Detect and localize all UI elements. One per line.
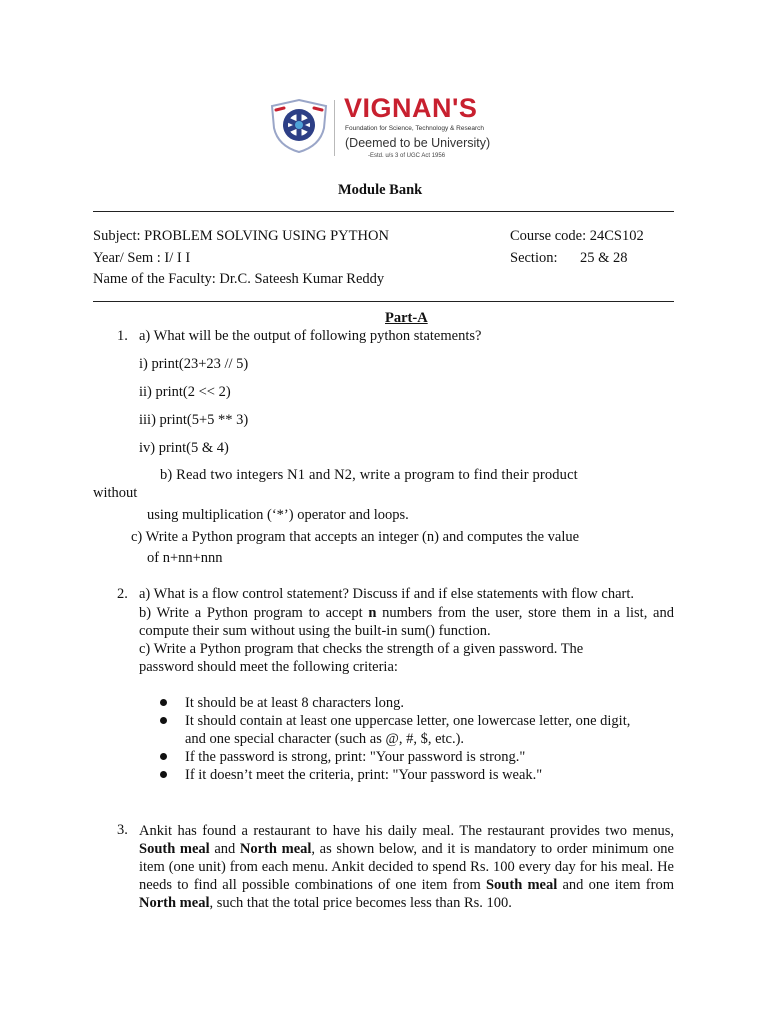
bullet-icon (160, 771, 167, 778)
question-number: 1. (117, 328, 128, 344)
q1-item-2: ii) print(2 << 2) (139, 384, 231, 400)
criteria-item: If it doesn’t meet the criteria, print: "Your password is weak." (185, 767, 543, 783)
q1-item-3: iii) print(5+5 ** 3) (139, 412, 249, 428)
question-2a: a) What is a flow control statement? Discuss if and if else statements with flow chart. (139, 586, 635, 602)
brand-estd: -Estd. u/s 3 of UGC Act 1956 (368, 153, 446, 159)
question-3-text: Ankit has found a restaurant to have his daily meal. The restaurant provides two menus, South meal and North meal, as shown below, and it is mandatory to order minimum one item (one unit) from each menu. Ankit decided to spend Rs. 100 every day for his meal. He needs to find all possible combinations of one item from South meal and one item from North meal, such that the total price becomes less than Rs. 100. (139, 823, 674, 911)
question-1c-line1: c) Write a Python program that accepts an integer (n) and computes the value (131, 529, 580, 545)
brand-name: VIGNAN'S (344, 93, 478, 123)
brand-deemed: (Deemed to be University) (345, 136, 491, 150)
part-title: Part-A (385, 310, 428, 326)
criteria-item-continued: and one special character (such as @, #, $, etc.). (185, 731, 465, 747)
question-2b: b) Write a Python program to accept n numbers from the user, store them in a list, and compute their sum without using the built-in sum() function. (139, 605, 674, 639)
criteria-item: If the password is strong, print: "Your password is strong." (185, 749, 526, 765)
q1-item-4: iv) print(5 & 4) (139, 440, 229, 456)
question-1a: a) What will be the output of following python statements? (139, 328, 482, 344)
criteria-item: It should contain at least one uppercase letter, one lowercase letter, one digit, (185, 713, 631, 729)
year-sem: Year/ Sem : I/ I I (93, 250, 191, 266)
course-code: Course code: 24CS102 (510, 228, 644, 244)
document-title: Module Bank (338, 182, 423, 198)
question-2c: c) Write a Python program that checks the strength of a given password. The password should meet the following criteria: (139, 641, 584, 675)
criteria-item: It should be at least 8 characters long. (185, 695, 405, 711)
bottom-divider (93, 301, 674, 302)
section-label: Section: (510, 250, 558, 266)
q1-item-1: i) print(23+23 // 5) (139, 356, 249, 372)
question-1c-line2: of n+nn+nnn (147, 550, 223, 566)
university-emblem-icon (268, 98, 330, 154)
question-number: 3. (117, 822, 128, 838)
bullet-icon (160, 717, 167, 724)
question-1b-line3: using multiplication (‘*’) operator and loops. (147, 507, 409, 523)
bullet-icon (160, 753, 167, 760)
faculty-name: Name of the Faculty: Dr.C. Sateesh Kumar Reddy (93, 271, 385, 287)
question-1b-line1: b) Read two integers N1 and N2, write a program to find their product (160, 467, 578, 483)
subject-label: Subject: PROBLEM SOLVING USING PYTHON (93, 228, 389, 244)
section-value: 25 & 28 (580, 250, 628, 266)
logo-divider (334, 100, 335, 156)
bullet-icon (160, 699, 167, 706)
top-divider (93, 211, 674, 212)
question-number: 2. (117, 586, 128, 602)
brand-tagline: Foundation for Science, Technology & Research (345, 125, 484, 132)
question-1b-line2: without (93, 485, 138, 501)
